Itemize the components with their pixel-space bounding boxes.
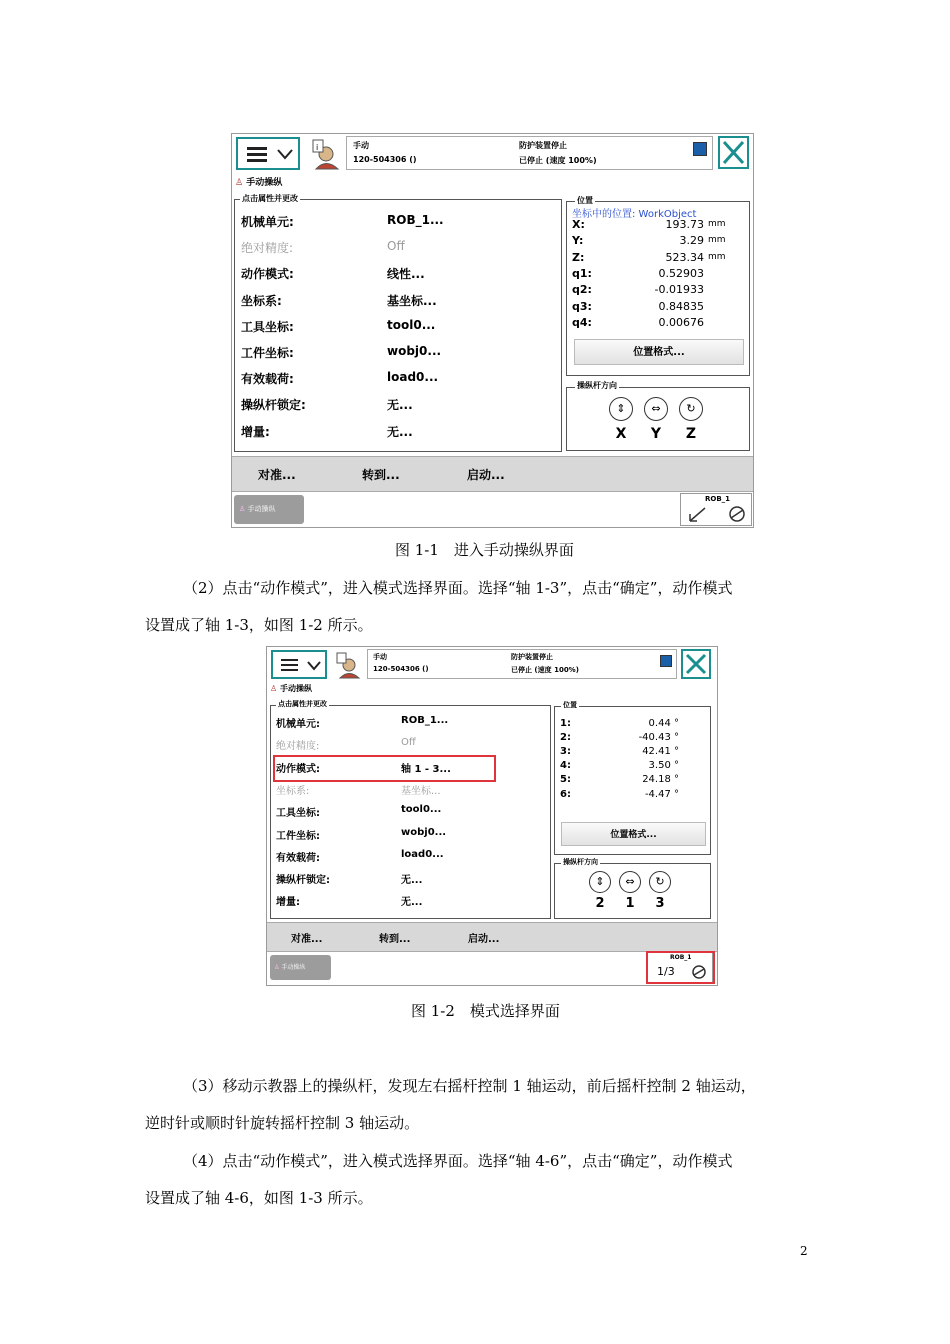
joystick-legend: 操纵杆方向 [563,858,598,866]
main-menu-button[interactable] [271,650,327,679]
position-value: -40.43 ° [638,732,679,744]
joystick-label-3: 3 [655,896,665,911]
position-format-button[interactable]: 位置格式... [561,822,706,846]
motor-state: 已停止 (速度 100%) [519,156,597,165]
position-value: 0.00676 [658,315,704,329]
property-label: 增量: [276,897,300,909]
jog-icon: ♙ [270,684,278,693]
jog-task-button[interactable]: ♙ 手动操纵 [234,495,304,524]
close-button[interactable] [718,136,749,169]
operating-mode: 手动 [373,653,387,661]
quickset-button[interactable] [680,493,752,526]
property-label: 动作模式: [276,763,320,775]
properties-legend: 点击属性并更改 [242,194,298,203]
position-value: 0.44 ° [648,718,679,729]
jog-icon: ♙ [274,964,280,971]
property-label: 机械单元: [241,215,294,229]
property-label: 工件坐标: [276,830,320,842]
property-label: 绝对精度: [241,241,294,256]
paragraph-3-line-2: 逆时针或顺时针旋转摇杆控制 3 轴运动。 [145,1114,420,1132]
paragraph-3-line-1: （3）移动示教器上的操纵杆，发现左右摇杆控制 1 轴运动，前后摇杆控制 2 轴运动， [183,1077,756,1095]
property-label: 有效载荷: [276,852,320,864]
align-button[interactable]: 对准... [258,468,296,482]
position-label: q2: [572,283,592,297]
joystick-rotate-icon: ↻ [649,871,671,893]
property-value[interactable]: 无... [401,897,423,909]
joystick-legend: 操纵杆方向 [577,381,617,390]
position-label: 4: [560,760,571,772]
chevron-down-icon [306,660,322,671]
increment-icon [727,504,747,524]
position-value: 3.29 [679,234,704,248]
property-value[interactable]: wobj0... [401,826,447,838]
status-bar[interactable] [367,649,677,679]
position-label: q1: [572,266,592,280]
position-legend: 位置 [563,701,577,709]
property-label: 坐标系: [276,785,310,797]
quickset-unit-label: ROB_1 [670,954,692,961]
joystick-label-2: 1 [625,896,635,911]
command-bar [232,456,753,492]
position-label: Z: [572,250,585,264]
property-value: Off [387,239,405,254]
status-bar[interactable] [346,136,713,170]
property-value[interactable]: tool0... [387,317,436,332]
position-label: Y: [572,234,584,248]
property-value[interactable]: 轴 1 - 3... [401,763,451,775]
property-value: 基坐标... [401,785,441,797]
position-label: q4: [572,315,592,329]
joystick-label-3: Z [685,426,697,442]
flexpendant-screen-2 [266,646,718,986]
motor-state: 已停止 (速度 100%) [511,666,579,674]
tasks-icon[interactable] [693,142,707,156]
joystick-rotate-icon: ↻ [679,397,703,421]
figure-2-caption: 图 1-2 模式选择界面 [411,1002,560,1020]
chevron-down-icon [276,148,294,160]
position-value: -4.47 ° [644,788,679,800]
paragraph-2-line-2: 设置成了轴 1-3，如图 1-2 所示。 [145,616,373,634]
close-button[interactable] [681,649,711,679]
align-button[interactable]: 对准... [291,934,323,945]
coordinate-system-text: 坐标中的位置: WorkObject [572,209,697,220]
jog-icon: ♙ [235,178,244,188]
property-label: 绝对精度: [276,741,320,753]
position-value: 0.84835 [658,299,704,313]
property-value[interactable]: ROB_1... [401,715,449,726]
tasks-icon[interactable] [660,655,672,667]
safety-state: 防护装置停止 [519,141,567,150]
property-label: 机械单元: [276,719,320,730]
property-label: 增量: [241,424,270,439]
position-label: 5: [560,774,571,786]
jog-task-button[interactable]: ♙ 手动操纵 [270,955,331,980]
joystick-leftright-icon: ⇔ [619,871,641,893]
main-menu-button[interactable] [236,137,300,170]
position-format-button[interactable]: 位置格式... [574,339,744,365]
property-label: 操纵杆锁定: [276,875,330,887]
figure-1-caption: 图 1-1 进入手动操纵界面 [395,541,574,559]
position-value: 193.73 [665,218,704,231]
position-value: 3.50 ° [648,760,679,772]
position-value: 523.34 [665,250,704,264]
flexpendant-screen-1 [231,133,754,528]
position-value: -0.01933 [654,283,704,297]
joystick-label-1: X [615,426,627,442]
operator-icon[interactable] [310,138,342,170]
quickset-highlight [646,951,715,984]
property-value[interactable]: load0... [387,370,439,385]
activate-button[interactable]: 启动... [467,468,505,482]
system-name: 120-504306 () [353,155,417,164]
joystick-updown-icon: ⇕ [589,871,611,893]
goto-button[interactable]: 转到... [362,468,400,482]
motion-mode-highlight [273,755,496,782]
property-value: Off [401,737,416,749]
property-label: 坐标系: [241,293,282,308]
joystick-label-1: 2 [595,896,605,911]
property-label: 工件坐标: [241,346,294,360]
position-label: 6: [560,788,571,800]
paragraph-4-line-2: 设置成了轴 4-6，如图 1-3 所示。 [145,1189,373,1207]
position-label: q3: [572,299,592,313]
close-icon [683,651,710,678]
joystick-leftright-icon: ⇔ [644,397,668,421]
property-label: 工具坐标: [241,319,294,334]
property-value[interactable]: load0... [401,848,444,860]
position-value: 0.52903 [658,266,704,280]
position-label: 2: [560,732,571,744]
operating-mode: 手动 [353,141,369,150]
properties-legend: 点击属性并更改 [278,700,327,708]
property-value[interactable]: ROB_1... [387,213,444,227]
property-label: 操纵杆锁定: [241,398,306,413]
jog-panel-title: ♙ 手动操纵 [235,178,283,188]
property-value[interactable]: 线性... [387,267,425,282]
property-label: 工具坐标: [276,808,320,820]
axis-mode-indicator: 1/3 [657,965,675,978]
position-unit: mm [708,219,726,229]
property-value[interactable]: 无... [401,875,423,887]
property-value[interactable]: 无... [387,398,413,413]
position-label: 1: [560,718,571,729]
paragraph-4-line-1: （4）点击“动作模式”，进入模式选择界面。选择“轴 4-6”，点击“确定”，动作模式 [183,1152,733,1170]
property-label: 动作模式: [241,267,294,282]
close-icon [720,138,748,168]
property-value[interactable]: 基坐标... [387,293,437,308]
position-value: 24.18 ° [642,774,679,786]
command-bar [267,922,717,952]
property-value[interactable]: tool0... [401,804,442,816]
joystick-label-2: Y [650,426,662,442]
svg-text:i: i [316,143,319,152]
property-value[interactable]: wobj0... [387,344,442,358]
goto-button[interactable]: 转到... [379,934,411,945]
position-value: 42.41 ° [642,746,679,758]
quickset-unit-label: ROB_1 [705,495,731,503]
linear-mode-icon [687,504,709,524]
position-legend: 位置 [577,196,593,205]
position-label: X: [572,218,585,231]
position-unit: mm [708,235,726,246]
system-name: 120-504306 () [373,665,429,673]
operator-icon[interactable] [335,651,363,679]
page-number: 2 [800,1244,808,1258]
position-label: 3: [560,746,571,758]
joystick-updown-icon: ⇕ [609,397,633,421]
jog-panel-title: ♙ 手动操纵 [270,684,312,693]
property-label: 有效载荷: [241,372,294,387]
activate-button[interactable]: 启动... [468,934,500,945]
property-value[interactable]: 无... [387,424,413,439]
paragraph-2-line-1: （2）点击“动作模式”，进入模式选择界面。选择“轴 1-3”，点击“确定”，动作模式 [183,579,733,597]
safety-state: 防护装置停止 [511,653,553,661]
jog-icon: ♙ [239,505,246,513]
position-unit: mm [708,251,726,262]
